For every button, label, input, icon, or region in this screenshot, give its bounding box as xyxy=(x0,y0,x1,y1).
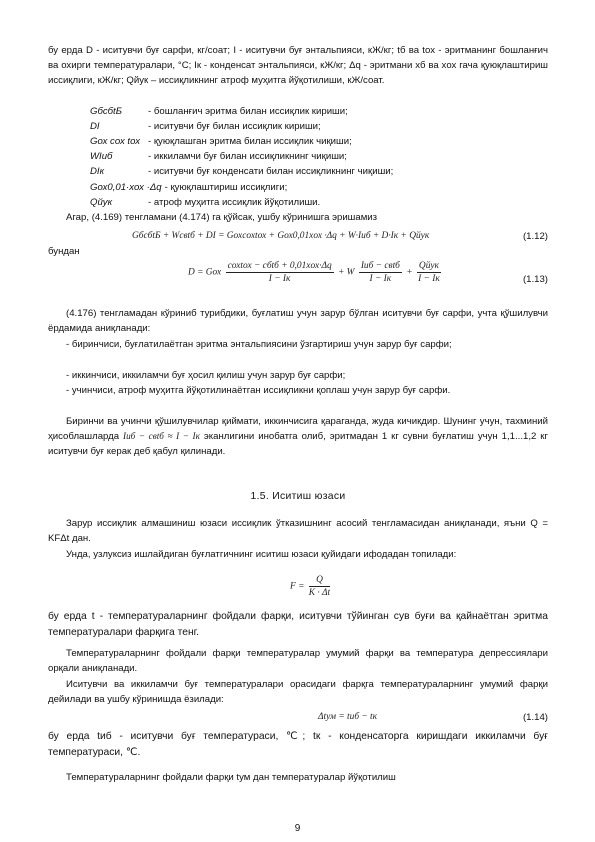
term-key: DI xyxy=(90,121,100,132)
fraction xyxy=(359,260,402,285)
term-row xyxy=(90,180,287,195)
paragraph-birinchi xyxy=(48,414,548,460)
equation-number: (1.12) xyxy=(522,231,548,242)
term-row xyxy=(90,134,352,149)
term-key: Gох cох tох xyxy=(90,136,141,147)
term-key: Qйук xyxy=(90,197,113,208)
paragraph-zarur: Зарур иссиқлик алмашиниш юзаси иссиқлик ўтказишнинг асосий тенгламасидан аниқланади, яъни Q = KFΔt дан. xyxy=(48,518,548,545)
numerator: Q xyxy=(309,574,330,587)
denominator: I − Iк xyxy=(268,274,291,284)
eq-plus: + xyxy=(406,267,413,278)
term-row xyxy=(90,195,320,210)
equation-1-14: Δtум = tиб − tк xyxy=(318,712,378,722)
paragraph-definitions: бу ерда D - иситувчи буғ сарфи, кг/соат; I - иситувчи буғ энтальпияси, кЖ/кг; tб ва tох - эритманинг бошланғич ва охирги температуралари, °С; Iк - конденсат энтальпияси, кЖ/кг; Δq - эритмани xб ва xох гача қуюқлаштириш иссиқлиги, кЖ/кг; Qйук – иссиқликнинг атроф муҳитга йўқотилиши, кЖ/соат. xyxy=(48,45,548,87)
paragraph-isituvchi: Иситувчи ва иккиламчи буғ температуралари орасидаги фарқга температураларнинг умумий фарқи дейилади ва ушбу кўринишда ёзилади: xyxy=(48,679,548,706)
denominator: I − Iк xyxy=(418,274,440,284)
fraction xyxy=(417,260,441,285)
term-desc: - бошланғич эритма билан иссиқлик кириши; xyxy=(148,106,348,117)
denominator: I − Iк xyxy=(369,274,392,284)
term-desc: - иситувчи буғ билан иссиқлик кириши; xyxy=(148,121,321,132)
equation-1-13 xyxy=(188,260,443,285)
paragraph-unda: Унда, узлуксиз ишлайдиган буғлатгичнинг иситиш юзаси қуйидаги ифодадан топилади: xyxy=(66,549,457,560)
term-desc: - атроф муҳитга иссиқлик йўқотилиши. xyxy=(148,197,321,208)
section-title: 1.5. Иситиш юзаси xyxy=(250,491,346,502)
paragraph-bu-erda-2: бу ерда tиб - иситувчи буғ температураси, ℃; tк - конденсаторга киришдаги иккиламчи буғ температураси, ℃. xyxy=(48,731,548,758)
denominator: K · Δt xyxy=(308,588,331,598)
paragraph-temperatura: Температураларнинг фойдали фарқи температуралар умумий фарқи ва температура депрессиялари орқали аниқланади. xyxy=(48,648,548,675)
text-span: Биринчи ва учинчи қўшилувчилар қиймати, иккинчисига қараганда, жуда кичикдир. Шунинг учун, тахминий ҳисоблашларда xyxy=(48,416,548,443)
numerator: Qйук xyxy=(418,261,439,271)
term-desc: - иситувчи буғ конденсати билан иссиқликнинг чиқиши; xyxy=(148,166,394,177)
term-row xyxy=(90,149,347,164)
paragraph-bu-erda: бу ерда t - температураларнинг фойдали фарқи, иситувчи тўйинган сув буғи ва қайнаётган эритма температуралари фарқига тенг. xyxy=(48,611,548,638)
term-key: DIк xyxy=(90,166,105,177)
term-row xyxy=(90,164,393,179)
inline-equation: Iиб − cвtб ≈ I − Iк xyxy=(123,431,200,442)
equation-number: (1.14) xyxy=(522,712,548,723)
term-key: GбcбtБ xyxy=(90,106,122,117)
term-row xyxy=(90,104,348,119)
eq-lhs: D = Gох xyxy=(188,267,222,278)
fraction xyxy=(226,260,334,285)
numerator: cохtох − cбtб + 0,01xох·Δq xyxy=(227,261,332,271)
equation-1-12: GбcбtБ + Wcвtб + DI = Gохcохtох + Gох0,01xох ·Δq + W·Iиб + D·Iк + Qйук xyxy=(132,231,430,241)
list-item: - иккинчиси, иккиламчи буғ ҳосил қилиш учун зарур буғ сарфи; xyxy=(66,370,346,381)
term-desc: - қуюқлаштириш иссиқлиги; xyxy=(164,182,288,193)
word-bundan: бундан xyxy=(48,246,80,257)
list-item: - учинчиси, атроф муҳитга йўқотилинаётган иссиқликни қоплаш учун зарур буғ сарфи. xyxy=(66,385,451,396)
term-desc: - қуюқлашган эритма билан иссиқлик чиқиши; xyxy=(148,136,352,147)
fraction xyxy=(309,574,330,599)
paragraph-last: Температураларнинг фойдали фарқи tум дан температуралар йўқотилиш xyxy=(66,772,396,783)
eq-term: + W xyxy=(337,267,355,278)
page-number: 9 xyxy=(294,823,301,834)
list-item: - биринчиси, буғлатилаётган эритма энтальпиясини ўзгартириш учун зарур буғ сарфи; xyxy=(66,339,452,350)
numerator: Iиб − cвtб xyxy=(360,261,400,271)
equation-number: (1.13) xyxy=(522,274,548,285)
term-desc: - иккиламчи буғ билан иссиқликнинг чиқиши; xyxy=(148,151,347,162)
eq-lhs: F = xyxy=(290,581,305,592)
paragraph-agar: Агар, (4.169) тенгламани (4.174) га қўйсак, ушбу кўринишга эришамиз xyxy=(66,212,378,223)
term-key: Gох0,01·xох ·Δq xyxy=(90,182,162,193)
equation-F xyxy=(290,574,332,599)
term-key: WIиб xyxy=(90,151,113,162)
paragraph-4176: (4.176) тенгламадан кўриниб турибдики, буғлатиш учун зарур бўлган иситувчи буғ сарфи, учта қўшилувчи ёрдамида аниқланади: xyxy=(48,308,548,335)
term-row xyxy=(90,119,321,134)
text-span: эканлигини инобатга олиб, эритмадан 1 кг сувни буғлатиш учун 1,1...1,2 кг иситувчи буғ керак деб қабул қилинади. xyxy=(48,431,548,458)
